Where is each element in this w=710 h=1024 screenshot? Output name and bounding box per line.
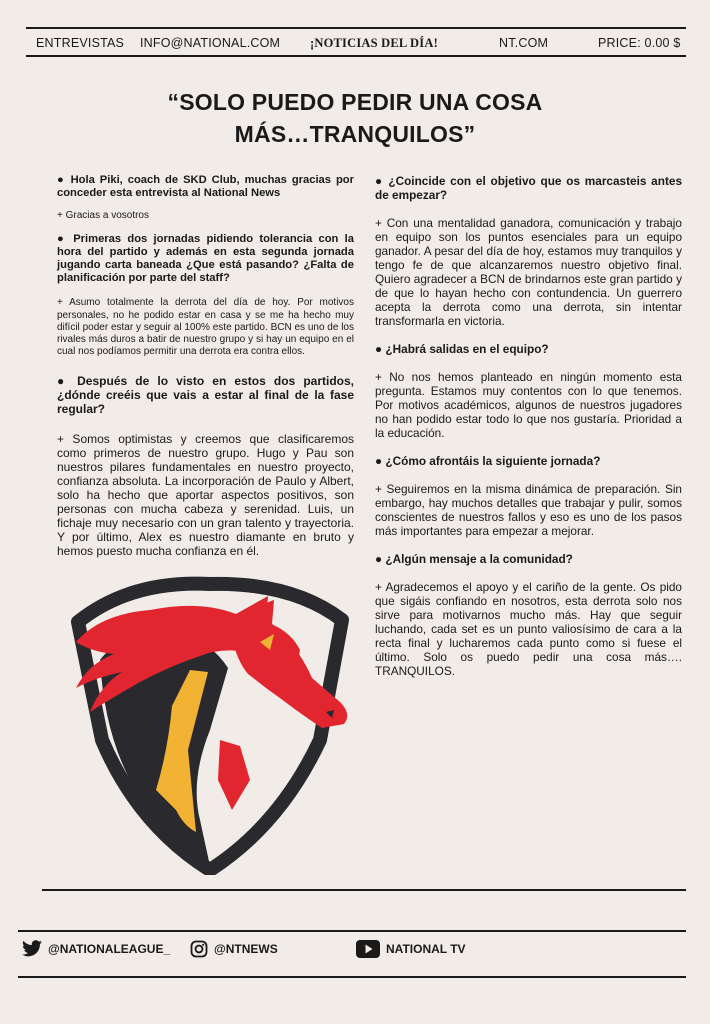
twitter-handle: @NATIONALEAGUE_	[48, 941, 171, 956]
header-noticias: ¡NOTICIAS DEL DÍA!	[310, 36, 438, 50]
right-question-3: ● ¿Cómo afrontáis la siguiente jornada?	[375, 454, 601, 468]
footer-top-rule	[42, 889, 686, 891]
twitter-icon	[22, 940, 42, 957]
right-answer-2: + No nos hemos planteado en ningún momento esta pregunta. Estamos muy contentos con lo que tenemos. Por motivos académicos, algunos de nuestros jugadores no han podido estar todo lo que nos gustaría. Prioridad a la educación.	[375, 370, 682, 440]
left-column	[57, 174, 354, 570]
social-twitter[interactable]	[22, 940, 170, 957]
right-question-4: ● ¿Algún mensaje a la comunidad?	[375, 552, 573, 566]
left-answer-3: + Somos optimistas y creemos que clasificaremos como primeros de nuestro grupo. Hugo y Pau son nuestros pilares fundamentales en nuestro proyecto, confianza absoluta. La incorporación de Paulo y Albert, solo ha hecho que aportar aspectos positivos, son personas con mucha cabeza y serenidad. Luis, un fichaje muy necesario con un gran talento y trayectoria. Y por último, Alex es nuestro diamante en bruto y hemos puesto mucha confianza en él.	[57, 432, 354, 559]
page-title	[60, 86, 650, 150]
right-question-2: ● ¿Habrá salidas en el equipo?	[375, 342, 549, 356]
right-answer-1: + Con una mentalidad ganadora, comunicación y trabajo en equipo son los puntos esenciales para un equipo ganador. A pesar del día de hoy, estamos muy tranquilos y tengo fe de que alcanzaremos nuestro objetivo final. Quiero agradecer a BCN de brindarnos este gran partido y de que lo hayan hecho con contundencia. Un guerrero acepta la derrota como una derrota, sin intentar transformarla en victoria.	[375, 216, 682, 328]
right-column	[375, 174, 682, 690]
left-answer-2: + Asumo totalmente la derrota del día de hoy. Por motivos personales, no he podido estar en casa y se me ha hecho muy difícil poder estar y seguir al 100% este partido. BCN es uno de los rivales más duros a batir de nuestro grupo y si hay un equipo en el cual nos podíamos permitir una derrota era contra ellos.	[57, 297, 354, 358]
footer-bottom-rule	[18, 976, 686, 978]
left-answer-1: + Gracias a vosotros	[57, 210, 149, 222]
left-question-1: ● Hola Piki, coach de SKD Club, muchas gracias por conceder esta entrevista al National News	[57, 174, 354, 200]
header-price: PRICE: 0.00 $	[598, 36, 681, 50]
left-question-3: ● Después de lo visto en estos dos partidos, ¿dónde creéis que vais a estar al final de la fase regular?	[57, 374, 354, 417]
right-answer-3: + Seguiremos en la misma dinámica de preparación. Sin embargo, hay muchos detalles que trabajar y pulir, somos conscientes de nuestros fallos y eso es uno de los pasos más importantes para empezar a mejorar.	[375, 482, 682, 538]
left-question-2: ● Primeras dos jornadas pidiendo tolerancia con la hora del partido y además en esta segunda jornada jugando carta baneada ¿Que está pasando? ¿Falta de planificación por parte del staff?	[57, 232, 354, 285]
right-answer-4: + Agradecemos el apoyo y el cariño de la gente. Os pido que sigáis confiando en nosotros, esta derrota solo nos sirve para motivarnos mucho más. Hay que seguir luchando, cada set es un punto valiosísimo de cara a la recta final y lucharemos cada punto como si fuese el último. Solo os puedo pedir una cosa más…. TRANQUILOS.	[375, 580, 682, 678]
social-youtube[interactable]	[356, 940, 466, 958]
header-site[interactable]: NT.COM	[499, 36, 549, 50]
title-line-1: “SOLO PUEDO PEDIR UNA COSA	[167, 89, 543, 115]
header-entrevistas[interactable]: ENTREVISTAS	[36, 36, 125, 50]
header-top-rule	[26, 27, 686, 29]
social-instagram[interactable]	[190, 940, 278, 958]
header-email[interactable]: INFO@NATIONAL.COM	[140, 36, 281, 50]
youtube-channel: NATIONAL TV	[386, 942, 466, 956]
header-bottom-rule	[26, 55, 686, 57]
footer-mid-rule	[18, 930, 686, 932]
youtube-icon	[356, 940, 380, 958]
instagram-handle: @NTNEWS	[214, 942, 278, 956]
red-accent	[218, 740, 250, 810]
horse-shield-logo	[60, 570, 360, 875]
instagram-icon	[190, 940, 208, 958]
right-question-1: ● ¿Coincide con el objetivo que os marcasteis antes de empezar?	[375, 174, 682, 202]
title-line-2: MÁS…TRANQUILOS”	[234, 121, 476, 147]
